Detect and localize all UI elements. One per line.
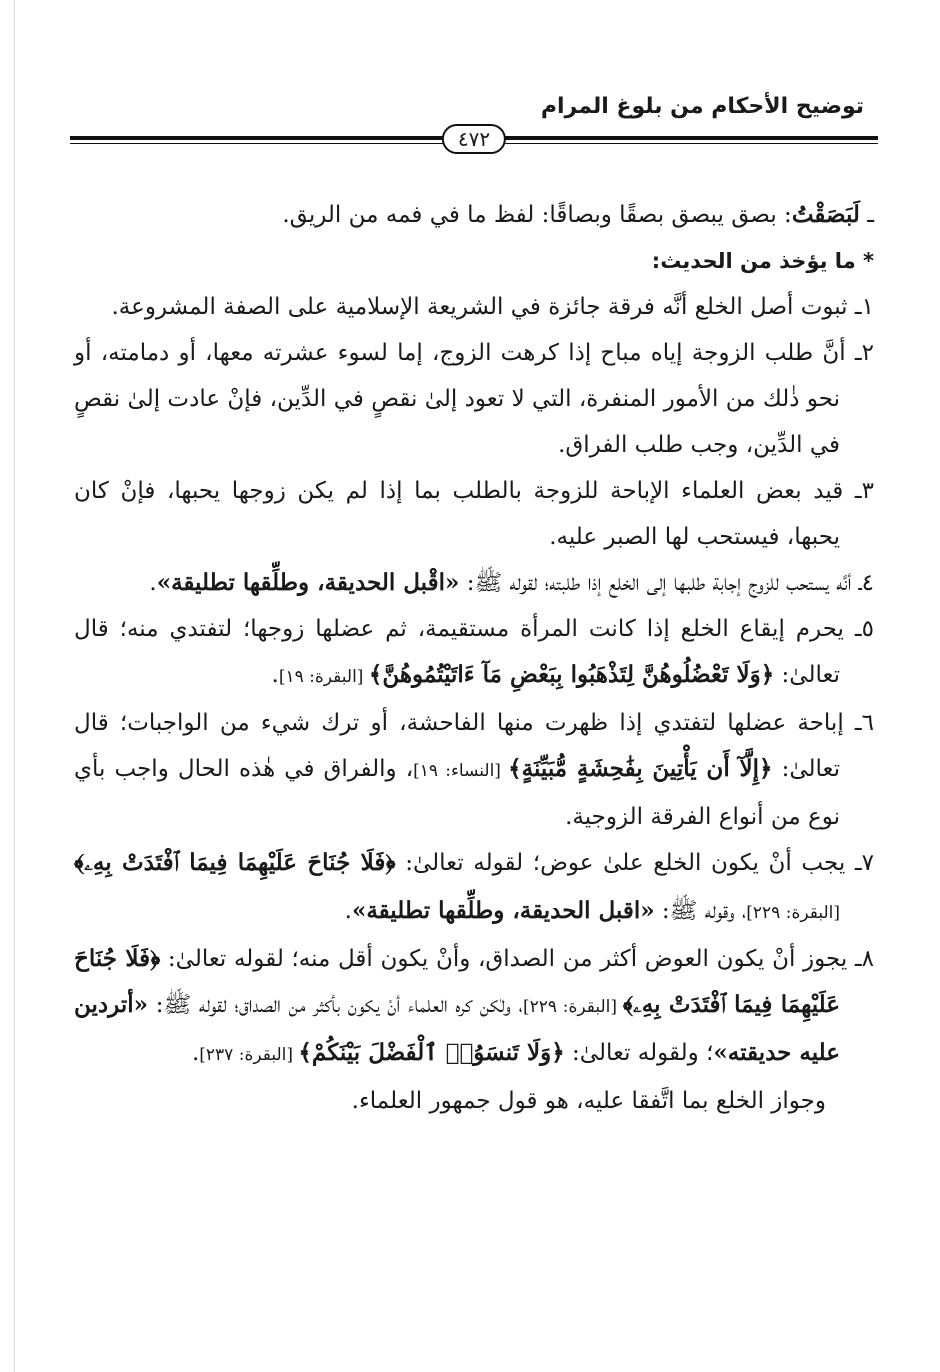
point-text-end: . [271,662,279,688]
point-4 [74,560,874,606]
book-page [70,88,878,1114]
definition-text: : بصق يبصق بصقًا وبصاقًا: لفظ ما في فمه من الريق. [282,202,792,228]
definition-line [74,192,874,238]
point-text: يجب أنْ يكون الخلع علىٰ عوض؛ لقوله تعالىٰ: [395,850,846,876]
point-5 [74,606,874,700]
point-number: ٢ـ [845,340,874,366]
point-7 [74,840,874,936]
quran-verse: ﴿فَلَا جُنَاحَ عَلَيْهِمَا فِيمَا ٱفْتَدَتْ بِهِۦ﴾ [74,945,840,1018]
point-number: ٤ـ [851,570,874,596]
point-text: ثبوت أصل الخلع أنَّه فرقة جائزة في الشريعة الإسلامية على الصفة المشروعة. [111,294,848,320]
quran-verse: ﴿فَلَا جُنَاحَ عَلَيْهِمَا فِيمَا ٱفْتَدَتْ بِهِۦ﴾ [74,849,396,876]
point-number: ٥ـ [843,616,874,642]
definition-dash: ـ [859,202,874,228]
point-text: يجوز أنْ يكون العوض أكثر من الصداق، وأنْ يكون أقل منه؛ لقوله تعالىٰ: [160,946,848,972]
verse-reference: [البقرة: ١٩] [278,667,369,687]
point-text: أنَّه يستحب للزوج إجابة طلبها إلى الخلع إذا طلبته؛ لقوله ﷺ: [459,570,852,596]
point-text-end: . [191,1040,200,1066]
point-number: ١ـ [847,294,874,320]
point-text: أنَّ طلب الزوجة إياه مباح إذا كرهت الزوج، إما لسوء عشرته معها، أو دمامته، أو نحو ذٰلك من الأمور المنفرة، التي لا تعود إلىٰ نقصٍ في الدِّين، فإنْ عادت إلىٰ نقصٍ في الدِّين، وجب طلب الفراق. [74,340,846,458]
point-8 [74,936,874,1078]
point-1 [74,284,874,330]
verse-reference: [البقرة: ٢٢٩] [522,997,623,1017]
point-text-end: . [344,898,352,924]
hadith-quote: «اقبل الحديقة، وطلِّقها تطليقة» [351,897,655,924]
page-number: ٤٧٢ [442,124,506,154]
page-body [74,192,874,1124]
verse-reference: [البقرة: ٢٢٩] [746,903,840,923]
hadith-quote: «أتردين عليه حديقته» [74,991,840,1066]
point-text: يحرم إيقاع الخلع إذا كانت المرأة مستقيمة، ثم عضلها زوجها؛ لتفتدي منه؛ قال تعالىٰ: [74,616,844,688]
point-number: ٦ـ [843,710,874,736]
hadith-quote: «اقْبل الحديقة، وطلِّقها تطليقة» [156,569,460,596]
point-number: ٨ـ [847,946,874,972]
point-text-mid: ، ولٰكن كره العلماء أنْ يكون بأكثر من الصداق؛ لقوله ﷺ: [148,992,523,1018]
point-2 [74,330,874,468]
page-header [70,88,878,151]
point-number: ٧ـ [845,850,874,876]
point-text: إباحة عضلها لتفتدي إذا ظهرت منها الفاحشة، أو ترك شيء من الواجبات؛ قال تعالىٰ: [74,710,844,782]
point-3 [74,468,874,560]
closing-paragraph: وجواز الخلع بما اتَّفقا عليه، هو قول جمهور العلماء. [351,1088,826,1114]
point-text-mid-2: ؛ ولقوله تعالىٰ: [564,1040,714,1066]
point-text-mid: ، وقوله ﷺ: [654,898,747,924]
point-6 [74,700,874,840]
scan-edge-line [14,0,15,1372]
point-text-end: . [149,570,157,596]
definition-term: لَبَصَقْتُ [791,201,860,228]
verse-reference: [النساء: ١٩] [413,761,509,781]
point-number: ٣ـ [843,478,874,504]
point-text-end: ، والفراق في هٰذه الحال واجب بأي نوع من أنواع الفرقة الزوجية. [74,756,840,830]
verse-reference-2: [البقرة: ٢٣٧] [199,1045,299,1065]
point-text: قيد بعض العلماء الإباحة للزوجة بالطلب بما إذا لم يكن زوجها يحبها، فإنْ كان يحبها، فيستحب لها الصبر عليه. [74,478,844,550]
quran-verse: ﴿إِلَّآ أَن يَأْتِينَ بِفَٰحِشَةٍ مُّبَيِّنَةٍ﴾ [508,755,773,782]
quran-verse-2: ﴿وَلَا تَنسَوُا۟ ٱلْفَضْلَ بَيْنَكُمْ﴾ [298,1039,565,1066]
section-heading: * ما يؤخذ من الحديث: [651,249,874,273]
quran-verse: ﴿وَلَا تَعْضُلُوهُنَّ لِتَذْهَبُوا بِبَعْضِ مَآ ءَاتَيْتُمُوهُنَّ﴾ [368,661,775,688]
running-title: توضيح الأحكام من بلوغ المرام [540,94,864,119]
